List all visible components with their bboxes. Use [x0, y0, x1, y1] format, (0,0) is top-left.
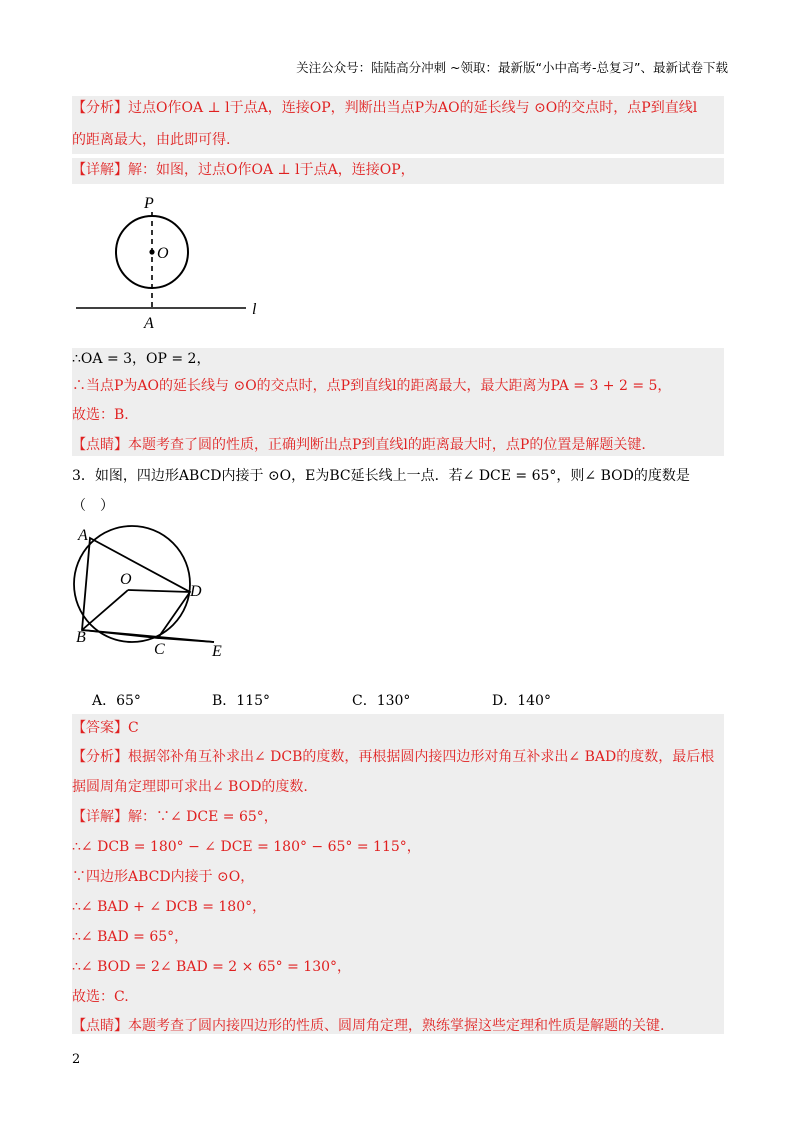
q3-stem-line1: 3．如图，四边形ABCD内接于 ⊙O，E为BC延长线上一点．若∠ DCE = 65°，则∠ BOD的度数是: [72, 468, 690, 484]
label-O: O: [157, 245, 169, 262]
label-P: P: [144, 195, 154, 212]
detail-text: 解：∵∠ DCE = 65°，: [128, 809, 278, 825]
option-d: D．140°: [492, 693, 551, 709]
analysis-text: 根据邻补角互补求出∠ DCB的度数，再根据圆内接四边形对角互补求出∠ BAD的度数，最后根: [128, 749, 715, 765]
q3-step4: ∴∠ BAD = 65°，: [72, 929, 189, 945]
q3-step2: ∵四边形ABCD内接于 ⊙O，: [72, 869, 255, 885]
detail-text: 解：如图，过点O作OA ⊥ l于点A，连接OP，: [128, 162, 415, 178]
q2-analysis-line2: 的距离最大，由此即可得.: [72, 132, 231, 148]
q2-calc1: ∴OA = 3，OP = 2，: [72, 351, 211, 367]
analysis-tag: 【分析】: [72, 749, 128, 765]
segment-OD: [128, 590, 190, 592]
label-l: l: [252, 301, 257, 318]
q2-analysis-line1: [72, 98, 697, 118]
q2-comment: [72, 435, 646, 455]
label-A: A: [78, 527, 88, 544]
label-E: E: [212, 643, 222, 660]
page-number: 2: [72, 1052, 81, 1067]
q3-detail-line: [72, 807, 278, 827]
analysis-tag: 【分析】: [72, 100, 128, 116]
q3-stem-line2: （ ）: [72, 498, 114, 514]
label-B: B: [76, 629, 86, 646]
q2-choice: 故选：B.: [72, 407, 129, 423]
q3-circle-figure: [66, 522, 246, 662]
label-C: C: [154, 641, 165, 658]
option-b: B．115°: [212, 693, 271, 709]
page-header: 关注公众号：陆陆高分冲刺 ~领取：最新版“小中高考-总复习”、最新试卷下载: [296, 60, 728, 75]
q3-analysis-line1: [72, 747, 714, 767]
analysis-text: 过点O作OA ⊥ l于点A，连接OP，判断出当点P为AO的延长线与 ⊙O的交点时，点P到直线l: [128, 100, 698, 116]
comment-text: 本题考查了圆内接四边形的性质、圆周角定理，熟练掌握这些定理和性质是解题的关键.: [128, 1018, 665, 1034]
q3-step1: ∴∠ DCB = 180° − ∠ DCE = 180° − 65° = 115°，: [72, 839, 421, 855]
label-D: D: [190, 583, 202, 600]
comment-tag: 【点睛】: [72, 437, 128, 453]
comment-text: 本题考查了圆的性质，正确判断出点P到直线l的距离最大时，点P的位置是解题关键.: [128, 437, 646, 453]
option-a: A．65°: [92, 693, 141, 709]
point-O: [149, 249, 154, 254]
option-c: C．130°: [352, 693, 411, 709]
label-A: A: [144, 315, 154, 332]
q2-calc2: ∴当点P为AO的延长线与 ⊙O的交点时，点P到直线l的距离最大，最大距离为PA = 3 + 2 = 5，: [72, 378, 672, 394]
circle-O: [74, 526, 190, 642]
q3-choice: 故选：C.: [72, 989, 129, 1005]
label-O: O: [120, 571, 132, 588]
segment-OB: [82, 590, 128, 630]
q3-comment: [72, 1016, 664, 1036]
q3-analysis-line2: 据圆周角定理即可求出∠ BOD的度数.: [72, 779, 308, 795]
q3-step5: ∴∠ BOD = 2∠ BAD = 2 × 65° = 130°，: [72, 959, 352, 975]
q2-circle-figure: [72, 188, 272, 338]
detail-tag: 【详解】: [72, 809, 128, 825]
q2-detail-line: [72, 160, 415, 180]
q3-step3: ∴∠ BAD + ∠ DCB = 180°，: [72, 899, 267, 915]
detail-tag: 【详解】: [72, 162, 128, 178]
q3-answer: 【答案】C: [72, 720, 139, 736]
comment-tag: 【点睛】: [72, 1018, 128, 1034]
